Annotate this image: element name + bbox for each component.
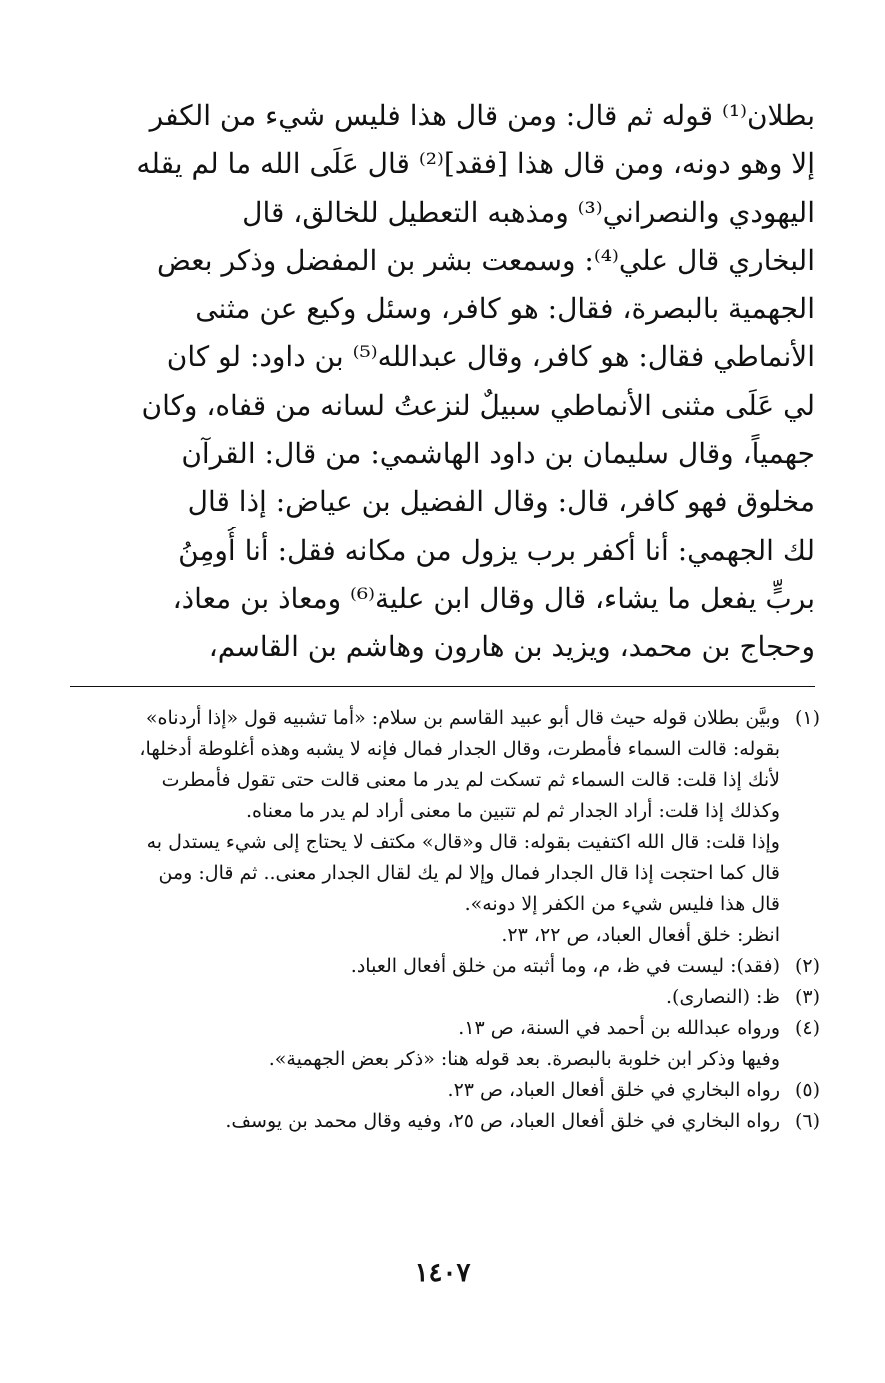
- main-text-line: بطلان⁽¹⁾ قوله ثم قال: ومن قال هذا فليس شيء من الكفر: [149, 99, 815, 132]
- footnote-number: (٦): [794, 1110, 820, 1132]
- footnote-number: (٢): [794, 955, 820, 977]
- footnote-number: (٥): [794, 1079, 820, 1101]
- main-text-line: جهمياً، وقال سليمان بن داود الهاشمي: من قال: القرآن: [181, 437, 815, 471]
- footnote-line: وكذلك إذا قلت: أراد الجدار ثم لم تتبين ما معنى أراد لم يدر ما معناه.: [245, 800, 780, 822]
- footnote-4: [70, 1013, 820, 1075]
- footnote-number: (١): [794, 707, 820, 729]
- footnote-line: وبيَّن بطلان قوله حيث قال أبو عبيد القاسم بن سلام: «أما تشبيه قول «إذا أردناه»: [145, 707, 780, 729]
- footnote-5: [70, 1075, 820, 1106]
- page-number: ١٤٠٧: [414, 1258, 471, 1288]
- footnote-body: [70, 1013, 780, 1075]
- main-text-line: بربٍّ يفعل ما يشاء، قال وقال ابن علية⁽⁶⁾ ومعاذ بن معاذ،: [172, 581, 815, 615]
- footnote-3: [70, 982, 820, 1013]
- footnote-line: رواه البخاري في خلق أفعال العباد، ص ٢٥، وفيه وقال محمد بن يوسف.: [225, 1110, 780, 1132]
- footnote-number: (٣): [794, 986, 820, 1008]
- footnote-1: [70, 703, 820, 951]
- footnotes-section: [70, 703, 820, 1137]
- main-text-line: لك الجهمي: أنا أكفر برب يزول من مكانه فقل: أنا أُومِنُ: [178, 533, 815, 567]
- main-text-line: اليهودي والنصراني⁽³⁾ ومذهبه التعطيل للخالق، قال: [242, 195, 815, 229]
- footnote-body: [70, 703, 780, 951]
- footnote-2: [70, 951, 820, 982]
- main-text-line: الأنماطي فقال: هو كافر، وقال عبدالله⁽⁵⁾ بن داود: لو كان: [166, 340, 815, 374]
- main-text-line: إلا وهو دونه، ومن قال هذا [فقد]⁽²⁾ قال عَلَى الله ما لم يقله: [136, 147, 815, 181]
- footnote-line: رواه البخاري في خلق أفعال العباد، ص ٢٣.: [447, 1079, 780, 1101]
- footnote-body: [70, 1075, 780, 1106]
- footnote-body: [70, 951, 780, 982]
- footnote-line: (فقد): ليست في ظ، م، وما أثبته من خلق أفعال العباد.: [350, 955, 780, 977]
- footnote-line: قال هذا فليس شيء من الكفر إلا دونه».: [464, 893, 780, 915]
- footnote-line: بقوله: قالت السماء فأمطرت، وقال الجدار فمال فإنه لا يشبه وهذه أغلوطة أدخلها،: [139, 738, 780, 760]
- footnote-divider: [70, 686, 815, 687]
- footnote-line: ورواه عبدالله بن أحمد في السنة، ص ١٣.: [458, 1017, 780, 1039]
- footnote-line: وفيها وذكر ابن خلوبة بالبصرة. بعد قوله هنا: «ذكر بعض الجهمية».: [268, 1048, 780, 1070]
- footnote-body: [70, 982, 780, 1013]
- footnote-line: انظر: خلق أفعال العباد، ص ٢٢، ٢٣.: [501, 924, 780, 946]
- footnote-6: [70, 1106, 820, 1137]
- footnote-number: (٤): [794, 1017, 820, 1039]
- footnote-line: وإذا قلت: قال الله اكتفيت بقوله: قال و«قال» مكتف لا يحتاج إلى شيء يستدل به: [146, 831, 780, 853]
- main-text-line: البخاري قال علي⁽⁴⁾: وسمعت بشر بن المفضل وذكر بعض: [156, 243, 815, 277]
- footnote-body: [70, 1106, 780, 1137]
- main-text-block: [70, 92, 815, 672]
- footnote-line: قال كما احتجت إذا قال الجدار فمال وإلا لم يك لقال الجدار معنى.. ثم قال: ومن: [158, 862, 780, 884]
- main-text-line: وحجاج بن محمد، ويزيد بن هارون وهاشم بن القاسم،: [208, 630, 815, 664]
- footnote-line: ظ: (النصارى).: [666, 986, 780, 1008]
- main-text-line: الجهمية بالبصرة، فقال: هو كافر، وسئل وكيع عن مثنى: [195, 292, 815, 326]
- main-text-line: لي عَلَى مثنى الأنماطي سبيلٌ لنزعتُ لسانه من قفاه، وكان: [141, 388, 815, 422]
- main-text-line: مخلوق فهو كافر، قال: وقال الفضيل بن عياض: إذا قال: [187, 485, 815, 519]
- footnote-line: لأنك إذا قلت: قالت السماء ثم تسكت لم يدر ما معنى قالت حتى تقول فأمطرت: [161, 769, 780, 791]
